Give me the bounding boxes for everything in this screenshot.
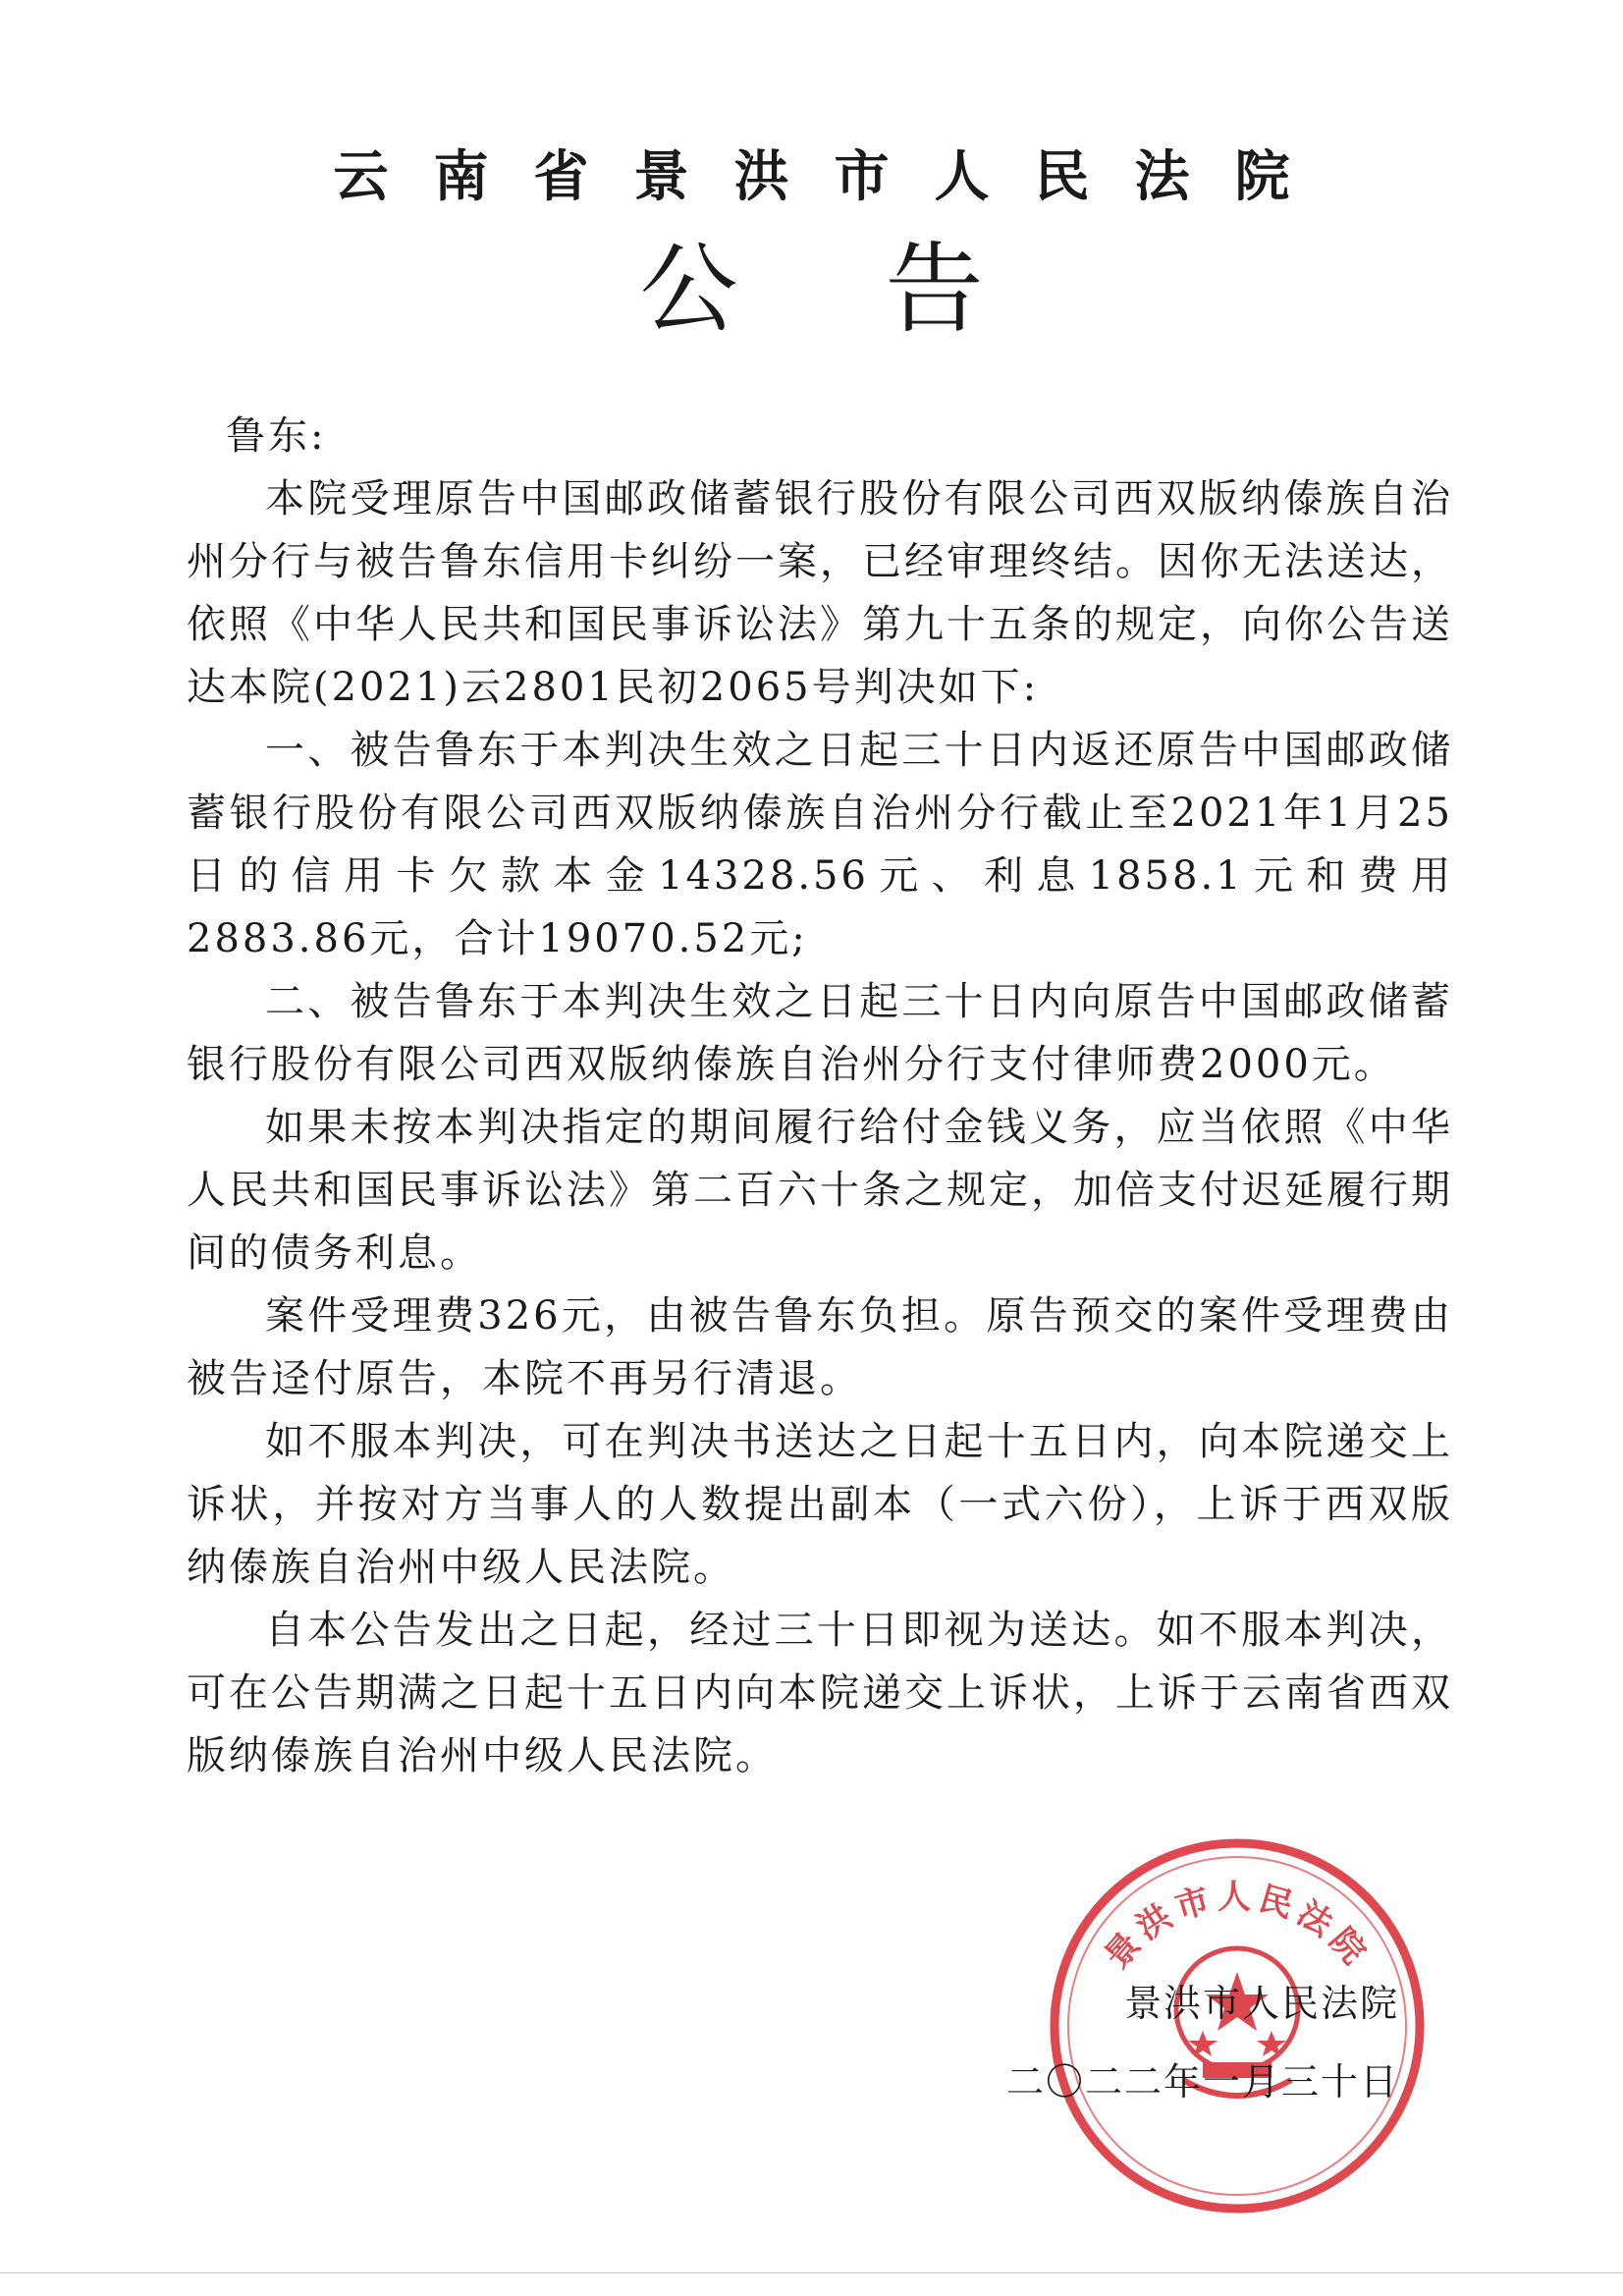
paragraph-judgment-item-2: 二、被告鲁东于本判决生效之日起三十日内向原告中国邮政储蓄银行股份有限公司西双版纳傣族自治州分行支付律师费2000元。 [187,979,1453,1087]
seal-arc-text: 景洪市人民法院 [1099,1880,1376,1976]
signing-date: 二〇二二年一月三十日 [1005,2060,1399,2104]
paragraph-judgment-item-1: 一、被告鲁东于本判决生效之日起三十日内返还原告中国邮政储蓄银行股份有限公司西双版纳傣族自治州分行截止至2021年1月25日的信用卡欠款本金14328.56元、利息1858.1元和费用2883.86元，合计19070.52元; [187,728,1453,961]
page-edge-line [0,2272,1623,2273]
notice-body [187,405,1453,1787]
svg-text:景洪市人民法院 [1098,1880,1376,1976]
paragraph-appeal-rights: 如不服本判决，可在判决书送达之日起十五日内，向本院递交上诉状，并按对方当事人的人数提出副本（一式六份），上诉于西双版纳傣族自治州中级人民法院。 [187,1419,1453,1590]
paragraph-service-notice: 自本公告发出之日起，经过三十日即视为送达。如不服本判决，可在公告期满之日起十五日内向本院递交上诉状，上诉于云南省西双版纳傣族自治州中级人民法院。 [187,1608,1453,1778]
paragraph-delay-interest: 如果未按本判决指定的期间履行给付金钱义务，应当依照《中华人民共和国民事诉讼法》第二百六十条之规定，加倍支付迟延履行期间的债务利息。 [187,1105,1453,1276]
notice-title: 公告 [639,232,1131,347]
court-name-heading: 云南省景洪市人民法院 [333,144,1335,209]
paragraph-case-intro: 本院受理原告中国邮政储蓄银行股份有限公司西双版纳傣族自治州分行与被告鲁东信用卡纠纷一案，已经审理终结。因你无法送达，依照《中华人民共和国民事诉讼法》第九十五条的规定，向你公告送达本院(2021)云2801民初2065号判决如下: [187,476,1453,710]
paragraph-case-fee: 案件受理费326元，由被告鲁东负担。原告预交的案件受理费由被告迳付原告，本院不再另行清退。 [187,1293,1453,1401]
salutation: 鲁东: [226,413,327,459]
signature-block [1006,1979,1399,2106]
signing-court: 景洪市人民法院 [1123,1982,1399,2025]
